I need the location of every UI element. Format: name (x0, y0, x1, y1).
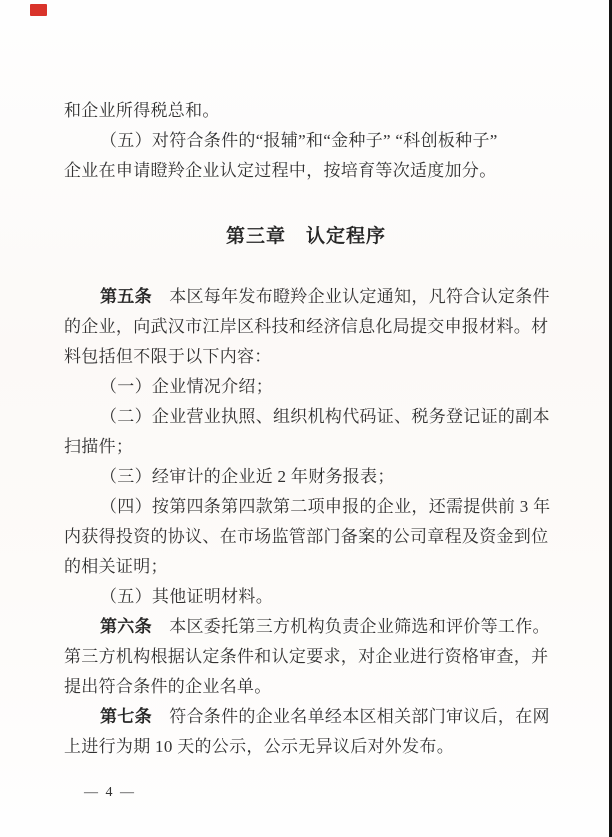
text-line (64, 552, 548, 582)
document-body (64, 96, 551, 808)
text-line (64, 402, 548, 432)
text-line (64, 642, 548, 672)
red-corner-mark-icon (30, 4, 47, 16)
text-line (64, 126, 548, 156)
line-text: 和企业所得税总和。 (64, 101, 220, 120)
line-text: （一）企业情况介绍； (100, 377, 273, 396)
text-line (64, 312, 548, 342)
line-text: 本区委托第三方机构负责企业筛选和评价等工作。 (151, 617, 550, 636)
line-text: 的相关证明； (64, 557, 168, 576)
text-line (64, 732, 548, 762)
text-line (64, 462, 548, 492)
text-line (64, 672, 548, 702)
line-text: （二）企业营业执照、组织机构代码证、税务登记证的副本 (100, 407, 550, 426)
text-line (64, 432, 548, 462)
line-text: 本区每年发布瞪羚企业认定通知，凡符合认定条件 (151, 287, 550, 306)
line-text: 提出符合条件的企业名单。 (64, 677, 272, 696)
text-line (64, 582, 548, 612)
text-line (64, 702, 548, 732)
line-text: 的企业，向武汉市江岸区科技和经济信息化局提交申报材料。材 (64, 317, 549, 336)
line-text: （四）按第四条第四款第二项申报的企业，还需提供前 3 年 (100, 497, 551, 516)
text-line (64, 522, 548, 552)
line-text: （五）其他证明材料。 (100, 587, 273, 606)
article-number: 第六条 (100, 617, 152, 636)
line-text: 第三方机构根据认定条件和认定要求，对企业进行资格审查，并 (64, 647, 549, 666)
text-line (64, 612, 548, 642)
text-line (64, 282, 548, 312)
line-text: （五）对符合条件的“报辅”和“金种子” “科创板种子” (100, 131, 498, 150)
article-number: 第五条 (100, 287, 152, 306)
text-line (64, 342, 548, 372)
line-text: 符合条件的企业名单经本区相关部门审议后，在网 (151, 707, 550, 726)
text-line (64, 492, 551, 522)
line-text: 企业在申请瞪羚企业认定过程中，按培育等次适度加分。 (64, 161, 497, 180)
text-line (64, 156, 548, 186)
line-text: 扫描件； (64, 437, 134, 456)
text-line (64, 96, 548, 126)
page-number: — 4 — (84, 785, 136, 800)
line-text: 料包括但不限于以下内容： (64, 347, 272, 366)
text-line (64, 372, 548, 402)
line-text: 内获得投资的协议、在市场监管部门备案的公司章程及资金到位 (64, 527, 549, 546)
line-text: 上进行为期 10 天的公示，公示无异议后对外发布。 (64, 737, 454, 756)
line-text: （三）经审计的企业近 2 年财务报表； (100, 467, 395, 486)
article-number: 第七条 (100, 707, 152, 726)
chapter-heading: 第三章 认定程序 (225, 226, 386, 247)
